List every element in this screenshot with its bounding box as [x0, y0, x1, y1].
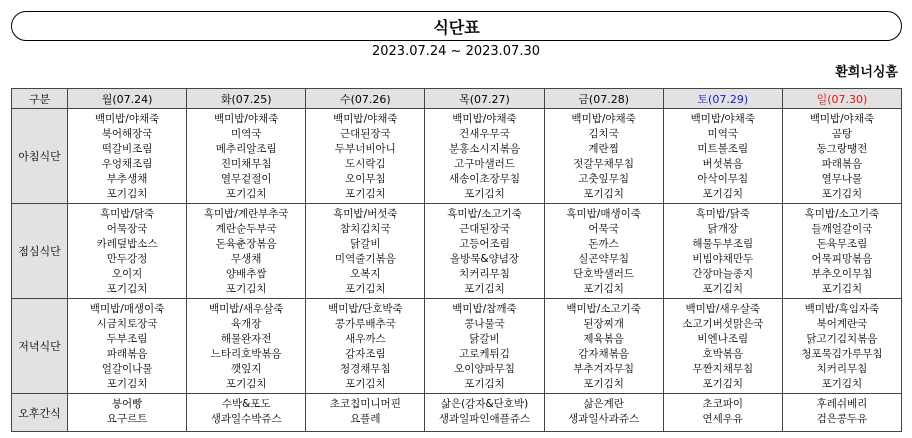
menu-item: 백미밥/야채죽 — [452, 113, 517, 125]
menu-cell-sun — [782, 109, 901, 204]
menu-item: 백미밥/야채죽 — [690, 113, 755, 125]
menu-item: 계란찜 — [588, 142, 619, 155]
menu-period: 2023.07.24 ~ 2023.07.30 — [371, 44, 541, 59]
menu-cell-tue — [187, 299, 306, 394]
menu-item: 떡갈비조림 — [101, 142, 153, 155]
menu-item: 간장마늘종지 — [692, 267, 754, 280]
menu-item: 북어계란국 — [816, 317, 868, 330]
menu-item: 오복지 — [350, 267, 381, 280]
menu-item: 청포묵김가루무침 — [801, 347, 883, 360]
menu-item: 감자채볶음 — [578, 347, 629, 360]
menu-item: 분홍소시지볶음 — [448, 142, 520, 155]
menu-item: 후레쉬베리 — [816, 398, 868, 410]
organization-name: 환희너싱홈 — [835, 65, 898, 80]
menu-item: 백미밥/소고기죽 — [566, 303, 641, 315]
menu-item: 백미밥/새우살죽 — [685, 303, 761, 315]
menu-item: 포기김치 — [821, 187, 863, 200]
menu-item: 무짠지채무침 — [692, 362, 754, 375]
menu-item: 콩가루배추국 — [334, 317, 396, 330]
menu-item: 양배추쌈 — [225, 267, 267, 280]
meal-label: 점심식단 — [12, 204, 68, 299]
menu-cell-thu — [425, 394, 544, 432]
menu-item: 제육볶음 — [583, 332, 624, 345]
menu-item: 콩나물국 — [464, 317, 505, 330]
header-row — [12, 89, 902, 109]
header-corner: 구분 — [12, 89, 68, 109]
menu-item: 백미밥/매생이죽 — [89, 303, 165, 315]
menu-cell-mon — [68, 299, 187, 394]
menu-item: 포기김치 — [583, 377, 624, 390]
menu-item: 치커리무침 — [459, 267, 510, 280]
menu-item: 백미밥/야채죽 — [94, 113, 160, 125]
menu-item: 포기김치 — [225, 187, 267, 200]
menu-cell-thu — [425, 299, 544, 394]
menu-item: 고구마샐러드 — [454, 157, 515, 170]
menu-item: 미역줄기볶음 — [334, 252, 396, 265]
menu-item: 생과일수박쥬스 — [210, 412, 282, 425]
menu-item: 청경채무침 — [339, 362, 391, 375]
menu-item: 어묵피망볶음 — [811, 252, 873, 265]
menu-item: 포기김치 — [345, 187, 386, 200]
menu-item: 닭갈비 — [350, 237, 381, 250]
menu-cell-sun — [782, 204, 901, 299]
menu-item: 파래볶음 — [106, 347, 148, 360]
menu-item: 치커리무침 — [816, 362, 868, 375]
menu-item: 돈까스 — [588, 237, 619, 250]
menu-item: 포기김치 — [702, 187, 744, 200]
menu-item: 육개장 — [230, 317, 262, 330]
menu-cell-thu — [425, 109, 544, 204]
menu-item: 포기김치 — [225, 377, 267, 390]
menu-cell-sat — [663, 299, 782, 394]
menu-item: 흑미밥/닭죽 — [695, 208, 750, 220]
header-day-sat: 토(07.29) — [663, 89, 782, 109]
menu-cell-mon — [68, 204, 187, 299]
menu-item: 포기김치 — [345, 282, 386, 295]
menu-item: 흑미밥/버섯죽 — [333, 208, 398, 220]
weekly-menu-table — [11, 88, 902, 432]
menu-item: 돈육춘장볶음 — [215, 237, 277, 250]
menu-item: 들깨얼갈이국 — [811, 222, 873, 235]
menu-cell-sun — [782, 299, 901, 394]
menu-cell-mon — [68, 109, 187, 204]
menu-item: 백미밥/야채죽 — [214, 113, 279, 125]
menu-item: 진미채무침 — [220, 157, 272, 170]
menu-cell-tue — [187, 204, 306, 299]
menu-item: 흑미밥/매생이죽 — [566, 208, 641, 220]
menu-item: 해물완자전 — [220, 332, 272, 345]
menu-item: 고등어조림 — [459, 237, 510, 250]
meal-label: 저녁식단 — [12, 299, 68, 394]
menu-item: 북어해장국 — [101, 127, 153, 140]
menu-item: 두부조림 — [106, 332, 148, 345]
menu-item: 만두강정 — [106, 252, 148, 265]
menu-item: 포기김치 — [464, 377, 505, 390]
menu-item: 비빔야채만두 — [692, 252, 754, 265]
header-day-wed: 수(07.26) — [306, 89, 425, 109]
header-day-mon: 월(07.24) — [68, 89, 187, 109]
menu-item: 포기김치 — [464, 187, 505, 200]
menu-title-banner — [11, 11, 902, 41]
menu-item: 포기김치 — [583, 187, 624, 200]
menu-title: 식단표 — [433, 17, 480, 37]
meal-row — [12, 394, 902, 432]
menu-item: 흑미밥/소고기죽 — [447, 208, 522, 220]
menu-cell-thu — [425, 204, 544, 299]
menu-cell-fri — [544, 109, 663, 204]
menu-item: 닭고기김치볶음 — [806, 332, 878, 345]
menu-item: 근대된장국 — [459, 222, 510, 235]
menu-cell-sun — [782, 394, 901, 432]
menu-item: 건새우무국 — [459, 127, 510, 140]
menu-item: 고춧잎무침 — [578, 172, 629, 185]
header-day-thu: 목(07.27) — [425, 89, 544, 109]
menu-item: 포기김치 — [106, 187, 148, 200]
menu-item: 포기김치 — [821, 282, 863, 295]
menu-item: 포기김치 — [702, 377, 744, 390]
menu-item: 우엉채조림 — [101, 157, 153, 170]
menu-cell-mon — [68, 394, 187, 432]
menu-item: 젓갈무채무침 — [573, 157, 635, 170]
menu-item: 포기김치 — [106, 282, 148, 295]
menu-item: 카레덮밥소스 — [96, 237, 158, 250]
menu-item: 생과일사과쥬스 — [568, 412, 640, 425]
menu-item: 포기김치 — [702, 282, 744, 295]
menu-item: 미역국 — [707, 127, 738, 140]
menu-item: 부추겨자무침 — [573, 362, 635, 375]
menu-item: 버섯볶음 — [702, 157, 744, 170]
menu-cell-tue — [187, 394, 306, 432]
menu-item: 포기김치 — [345, 377, 386, 390]
menu-item: 새우까스 — [345, 332, 386, 345]
menu-item: 생과일파인애플쥬스 — [438, 412, 531, 425]
menu-item: 초코칩미니머핀 — [329, 398, 401, 410]
menu-item: 닭개장 — [707, 222, 738, 235]
menu-cell-sat — [663, 109, 782, 204]
menu-item: 깻잎지 — [230, 362, 262, 375]
header-day-tue: 화(07.25) — [187, 89, 306, 109]
menu-item: 오이무침 — [345, 172, 386, 185]
menu-item: 부추오이무침 — [811, 267, 873, 280]
menu-item: 미트볼조림 — [697, 142, 749, 155]
menu-item: 백미밥/흑임자죽 — [804, 303, 880, 315]
menu-cell-fri — [544, 299, 663, 394]
menu-item: 실곤약무침 — [578, 252, 629, 265]
meal-row — [12, 109, 902, 204]
menu-item: 파래볶음 — [821, 157, 863, 170]
menu-item: 백미밥/야채죽 — [571, 113, 636, 125]
menu-item: 근대된장국 — [339, 127, 391, 140]
menu-item: 연세우유 — [702, 412, 744, 425]
menu-item: 된장찌개 — [583, 317, 624, 330]
menu-item: 수박&포도 — [221, 398, 271, 410]
menu-item: 포기김치 — [464, 282, 505, 295]
menu-cell-wed — [306, 109, 425, 204]
menu-item: 백미밥/단호박죽 — [328, 303, 403, 315]
menu-item: 단호박샐러드 — [573, 267, 635, 280]
menu-item: 돈육무조림 — [816, 237, 868, 250]
menu-item: 닭갈비 — [469, 332, 500, 345]
header-day-sun: 일(07.30) — [782, 89, 901, 109]
menu-item: 요구르트 — [106, 412, 148, 425]
menu-cell-tue — [187, 109, 306, 204]
menu-item: 고로케튀김 — [459, 347, 510, 360]
menu-item: 포기김치 — [583, 282, 624, 295]
meal-label: 아침식단 — [12, 109, 68, 204]
menu-item: 김치국 — [588, 127, 619, 140]
menu-cell-fri — [544, 204, 663, 299]
menu-cell-fri — [544, 394, 663, 432]
menu-item: 백미밥/참깨죽 — [452, 303, 517, 315]
menu-item: 부추생채 — [106, 172, 148, 185]
menu-item: 삶은(감자&단호박) — [440, 398, 529, 410]
menu-item: 어묵국 — [588, 222, 619, 235]
menu-cell-sat — [663, 394, 782, 432]
menu-item: 붕어빵 — [111, 398, 143, 410]
menu-item: 느타리호박볶음 — [210, 347, 282, 360]
menu-item: 참치김치국 — [339, 222, 391, 235]
meal-row — [12, 299, 902, 394]
menu-item: 도시락김 — [345, 157, 386, 170]
menu-item: 감자조림 — [345, 347, 386, 360]
menu-item: 검은콩두유 — [816, 412, 868, 425]
menu-item: 아삭이무침 — [697, 172, 749, 185]
menu-item: 백미밥/야채죽 — [809, 113, 875, 125]
menu-item: 요플레 — [350, 412, 381, 425]
meal-row — [12, 204, 902, 299]
menu-item: 미역국 — [230, 127, 262, 140]
menu-item: 열무겉절이 — [220, 172, 272, 185]
menu-item: 열무나물 — [821, 172, 863, 185]
menu-item: 새송이초장무침 — [448, 172, 520, 185]
menu-item: 포기김치 — [106, 377, 148, 390]
menu-item: 백미밥/새우살죽 — [208, 303, 284, 315]
menu-item: 포기김치 — [821, 377, 863, 390]
menu-item: 포기김치 — [225, 282, 267, 295]
menu-item: 흑미밥/소고기죽 — [804, 208, 880, 220]
menu-item: 계란순두부국 — [215, 222, 277, 235]
menu-item: 백미밥/야채죽 — [333, 113, 398, 125]
menu-item: 오이지 — [111, 267, 143, 280]
menu-item: 호박볶음 — [702, 347, 744, 360]
menu-item: 무생채 — [230, 252, 262, 265]
menu-cell-wed — [306, 299, 425, 394]
menu-item: 시금치토장국 — [96, 317, 158, 330]
menu-cell-wed — [306, 394, 425, 432]
menu-item: 해물두부조림 — [692, 237, 754, 250]
menu-cell-wed — [306, 204, 425, 299]
meal-label: 오후간식 — [12, 394, 68, 432]
menu-item: 삶은계란 — [583, 398, 624, 410]
menu-item: 오이양파무침 — [454, 362, 515, 375]
menu-item: 흑미밥/닭죽 — [99, 208, 155, 220]
menu-item: 비엔나조림 — [697, 332, 749, 345]
menu-item: 초코파이 — [702, 398, 744, 410]
menu-item: 곰탕 — [831, 127, 853, 140]
menu-item: 메추리알조림 — [215, 142, 277, 155]
menu-item: 소고기버섯맑은국 — [682, 317, 764, 330]
menu-item: 동그랑땡전 — [816, 142, 868, 155]
menu-item: 흑미밥/계란부추국 — [203, 208, 289, 220]
menu-cell-sat — [663, 204, 782, 299]
menu-item: 올방묵&양념장 — [449, 252, 520, 265]
header-day-fri: 금(07.28) — [544, 89, 663, 109]
menu-item: 두부너비아니 — [334, 142, 396, 155]
menu-item: 어묵장국 — [106, 222, 148, 235]
menu-item: 얼갈이나물 — [101, 362, 153, 375]
